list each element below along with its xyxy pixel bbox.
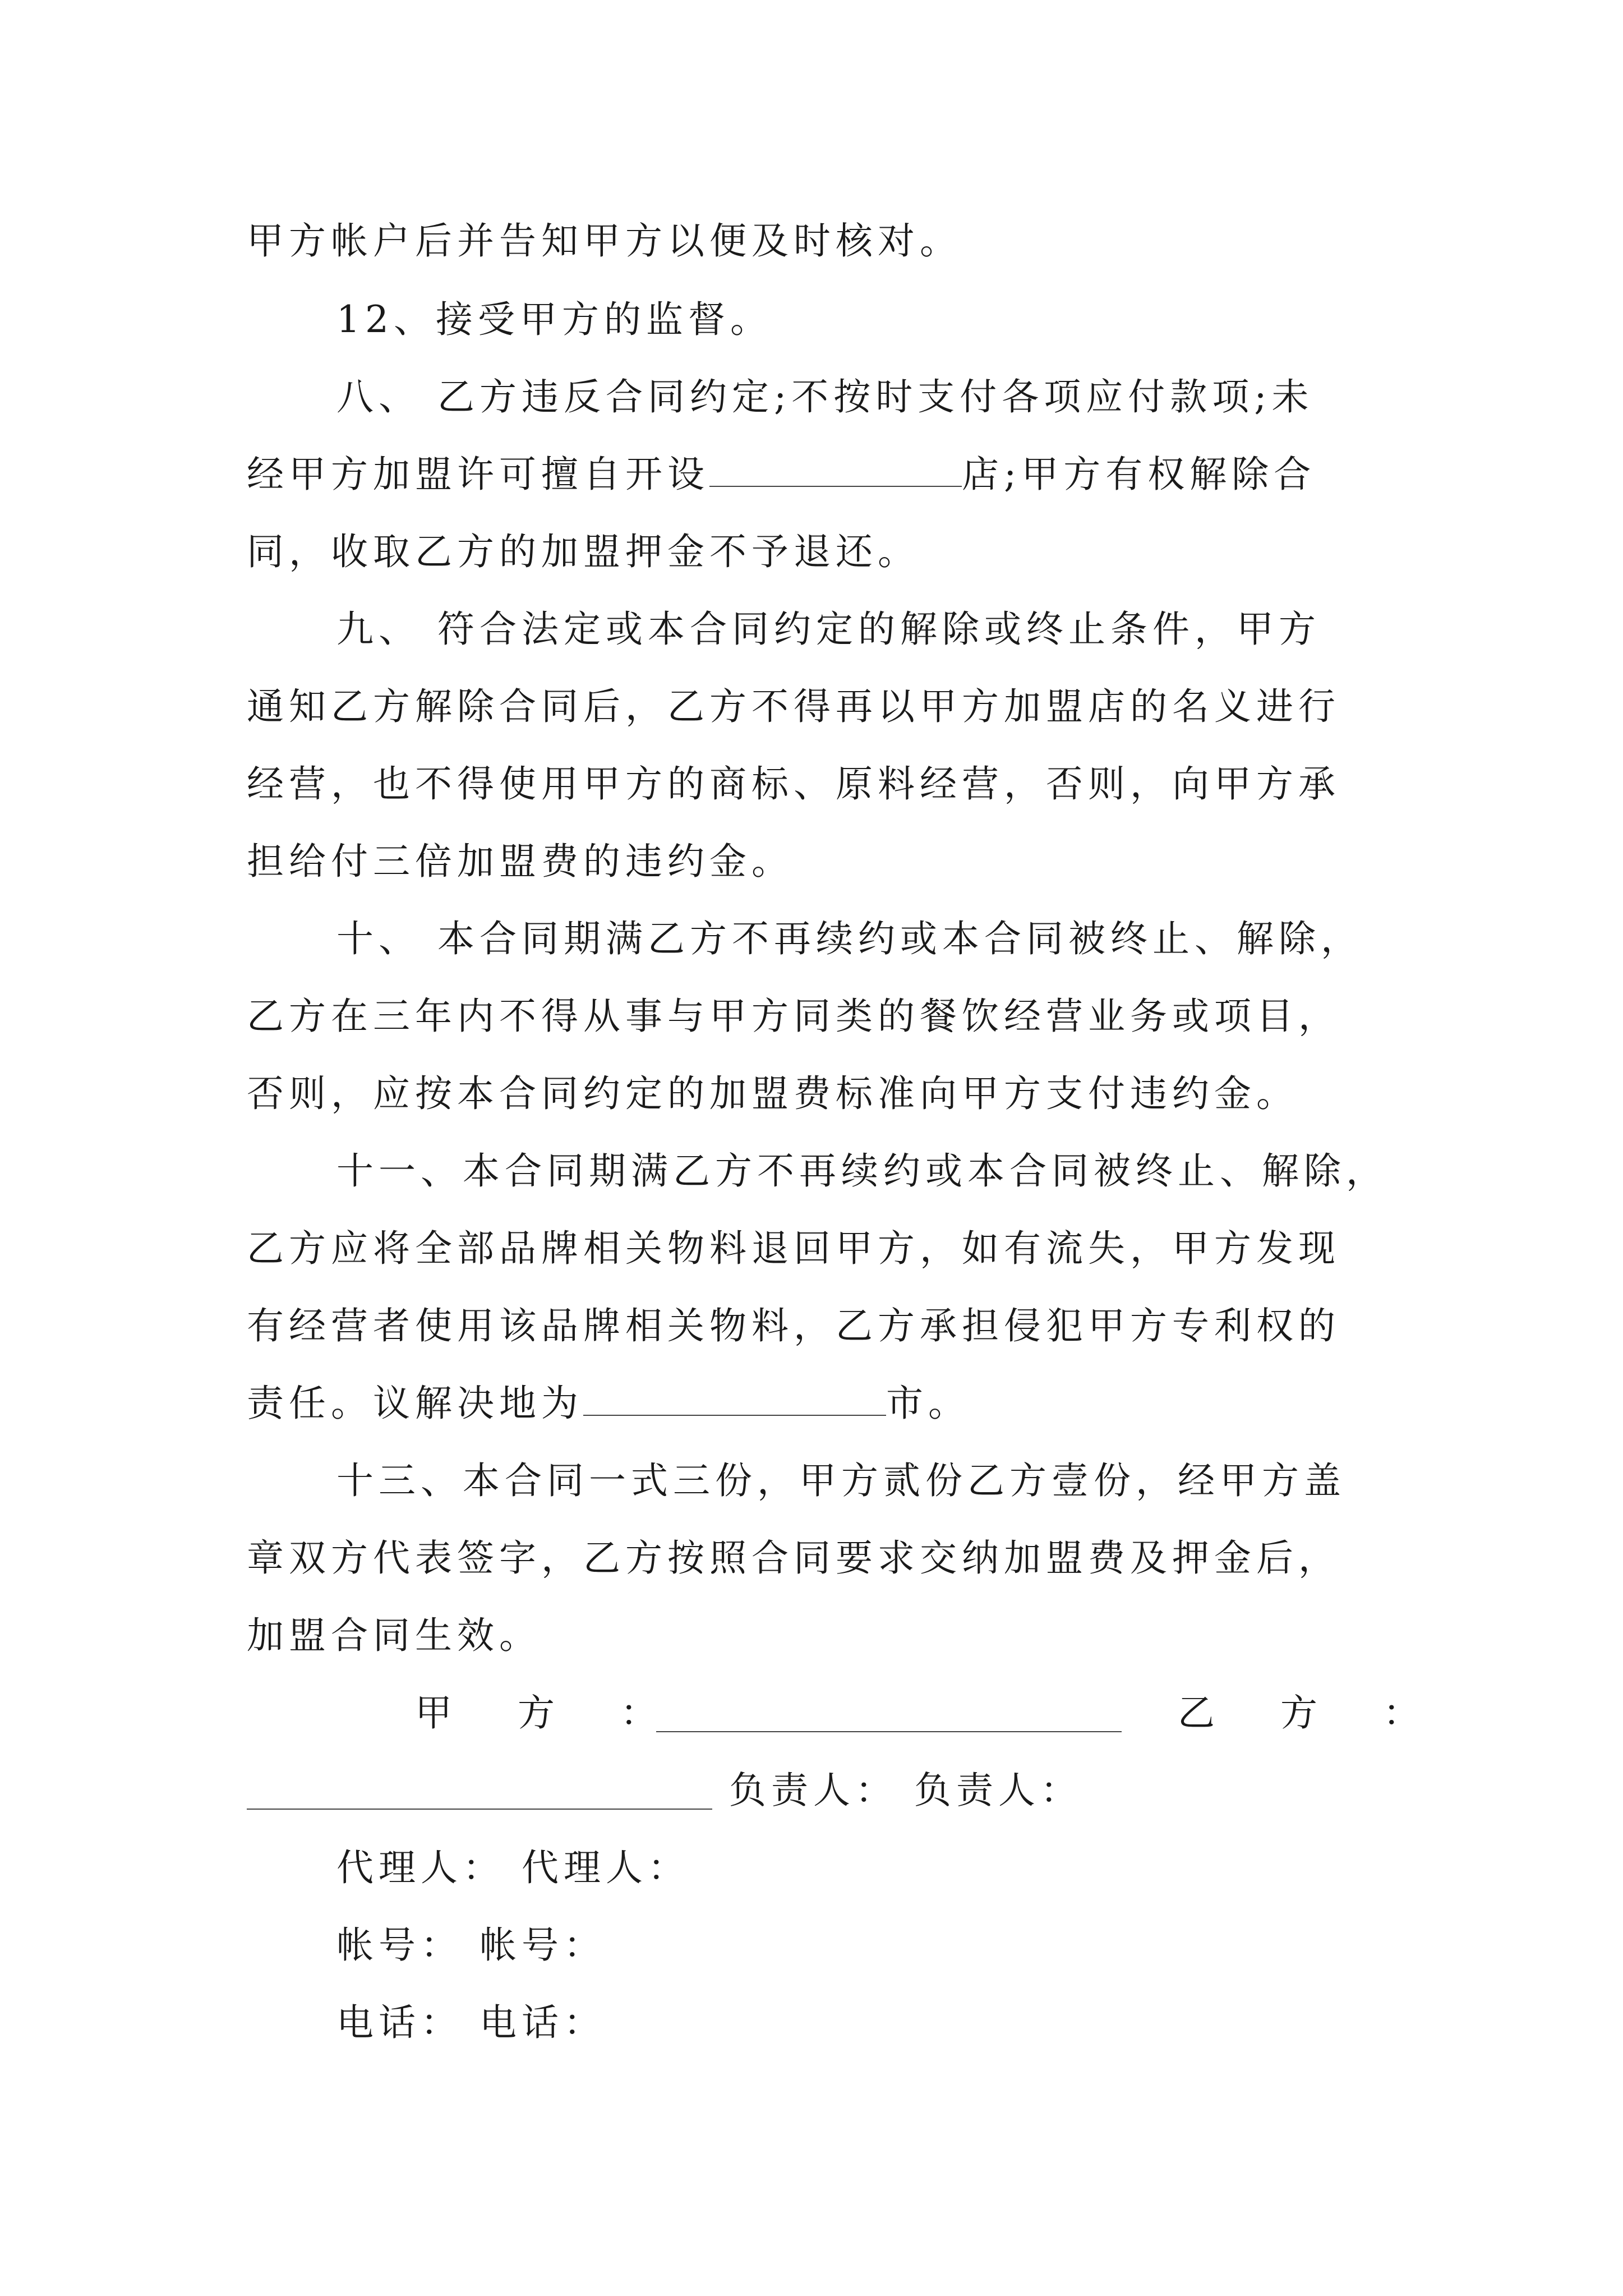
clause-8-line-2 bbox=[247, 452, 1316, 497]
party-a-label: 甲 方 ： bbox=[415, 1691, 684, 1734]
party-b-label: 乙 方 ： bbox=[1178, 1691, 1447, 1734]
clause-11-line: 十一、本合同期满乙方不再续约或本合同被终止、解除， bbox=[336, 1149, 1388, 1193]
clause-text: 店;甲方有权解除合 bbox=[962, 453, 1316, 496]
clause-10-line: 十、 本合同期满乙方不再续约或本合同被终止、解除， bbox=[336, 917, 1363, 960]
paragraph-line: 加盟合同生效。 bbox=[247, 1614, 541, 1657]
account-row: 帐号： 帐号： bbox=[336, 1924, 606, 1967]
paragraph-line: 有经营者使用该品牌相关物料，乙方承担侵犯甲方专利权的 bbox=[247, 1304, 1340, 1347]
paragraph-line: 经营，也不得使用甲方的商标、原料经营，否则，向甲方承 bbox=[247, 762, 1340, 806]
agent-row: 代理人： 代理人： bbox=[336, 1846, 690, 1889]
paragraph-line: 12、接受甲方的监督。 bbox=[336, 298, 772, 341]
clause-9-line: 九、 符合法定或本合同约定的解除或终止条件，甲方 bbox=[336, 608, 1321, 651]
clause-8-line: 八、 乙方违反合同约定;不按时支付各项应付款项;未 bbox=[336, 375, 1314, 418]
clause-text: 经甲方加盟许可擅自开设 bbox=[247, 453, 709, 496]
responsible-person-row: 负责人： 负责人： bbox=[729, 1769, 1082, 1812]
paragraph-line: 否则，应按本合同约定的加盟费标准向甲方支付违约金。 bbox=[247, 1072, 1298, 1115]
paragraph-line: 乙方在三年内不得从事与甲方同类的餐饮经营业务或项目， bbox=[247, 995, 1340, 1038]
paragraph-line: 通知乙方解除合同后，乙方不得再以甲方加盟店的名义进行 bbox=[247, 685, 1340, 728]
paragraph-line: 担给付三倍加盟费的违约金。 bbox=[247, 840, 794, 883]
city-blank bbox=[583, 1383, 886, 1416]
phone-row: 电话： 电话： bbox=[336, 2001, 606, 2044]
paragraph-line: 乙方应将全部品牌相关物料退回甲方，如有流失，甲方发现 bbox=[247, 1227, 1340, 1270]
party-b-signature-blank bbox=[247, 1777, 712, 1810]
dispute-location-line bbox=[247, 1381, 970, 1426]
party-a-signature-blank bbox=[656, 1700, 1122, 1732]
paragraph-line: 章双方代表签字，乙方按照合同要求交纳加盟费及押金后， bbox=[247, 1536, 1340, 1580]
paragraph-line: 甲方帐户后并告知甲方以便及时核对。 bbox=[247, 219, 962, 263]
store-name-blank bbox=[709, 454, 962, 487]
paragraph-line: 同，收取乙方的加盟押金不予退还。 bbox=[247, 530, 920, 573]
clause-text: 责任。议解决地为 bbox=[247, 1382, 583, 1425]
clause-13-line: 十三、本合同一式三份，甲方贰份乙方壹份，经甲方盖 bbox=[336, 1459, 1346, 1502]
clause-text: 市。 bbox=[886, 1382, 970, 1425]
